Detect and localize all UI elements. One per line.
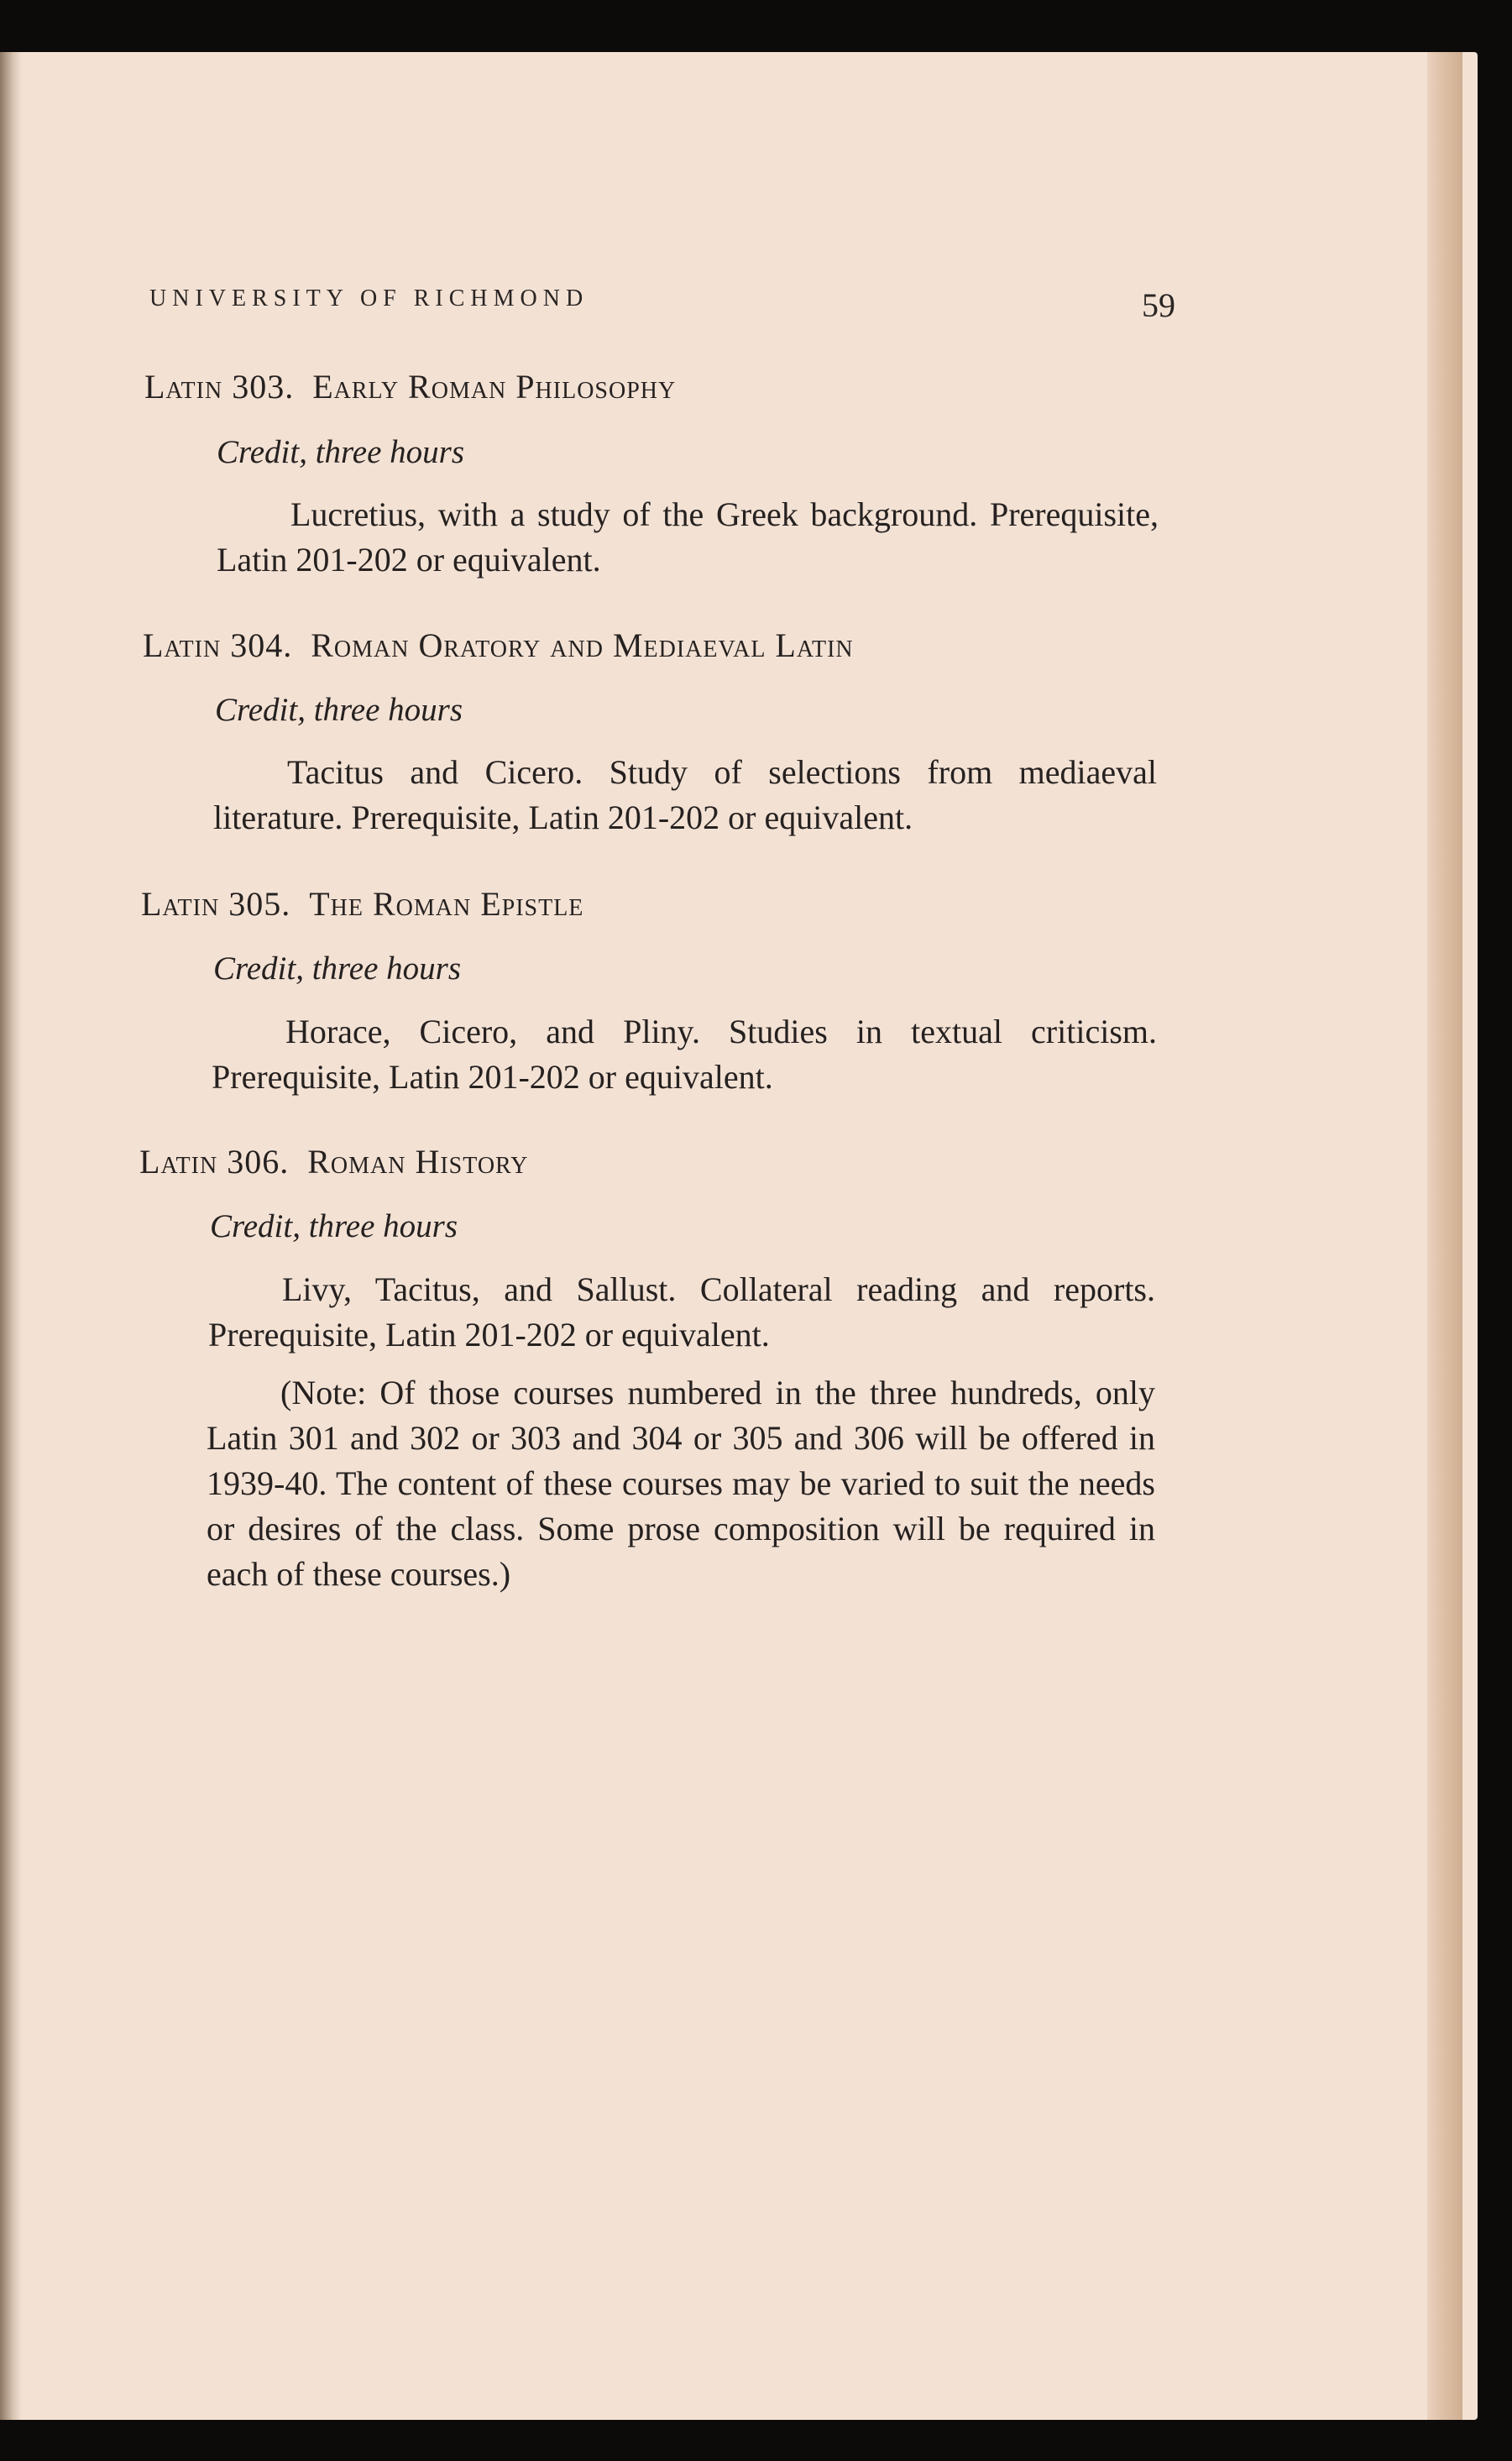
page-number: 59 <box>1142 286 1175 324</box>
course-description: Tacitus and Cicero. Study of selections from mediaeval literature. Prerequisite, Latin 201-202 or equivalent. <box>213 753 1157 836</box>
course-heading <box>144 367 676 406</box>
course-number: Latin 306. <box>139 1143 290 1181</box>
course-title: The Roman Epistle <box>309 885 584 923</box>
course-heading <box>141 884 583 924</box>
course-heading <box>143 626 854 665</box>
course-credit: Credit, three hours <box>215 692 463 728</box>
course-description: Horace, Cicero, and Pliny. Studies in textual criticism. Prerequisite, Latin 201-202 or equivalent. <box>212 1013 1157 1096</box>
course-description: Livy, Tacitus, and Sallust. Collateral reading and reports. Prerequisite, Latin 201-202 or equivalent. <box>208 1270 1155 1354</box>
course-title: Roman History <box>307 1143 529 1181</box>
course-description: Lucretius, with a study of the Greek background. Prerequisite, Latin 201-202 or equivalent. <box>217 495 1159 579</box>
running-head: UNIVERSITY OF RICHMOND <box>149 285 589 312</box>
course-heading <box>139 1142 528 1181</box>
course-number: Latin 304. <box>143 626 293 664</box>
course-title: Early Roman Philosophy <box>312 368 677 406</box>
course-credit: Credit, three hours <box>210 1208 458 1244</box>
course-credit: Credit, three hours <box>213 950 462 987</box>
course-credit: Credit, three hours <box>217 434 465 470</box>
course-number: Latin 303. <box>144 368 295 406</box>
course-title: Roman Oratory and Mediaeval Latin <box>311 626 854 664</box>
course-number: Latin 305. <box>141 885 291 923</box>
note-paragraph: (Note: Of those courses numbered in the three hundreds, only Latin 301 and 302 or 303 and 304 or 305 and 306 will be offered in 1939-40. The content of these courses may be varied to suit the needs or desires of the class. Some prose composition will be required in each of these courses.) <box>207 1374 1155 1593</box>
